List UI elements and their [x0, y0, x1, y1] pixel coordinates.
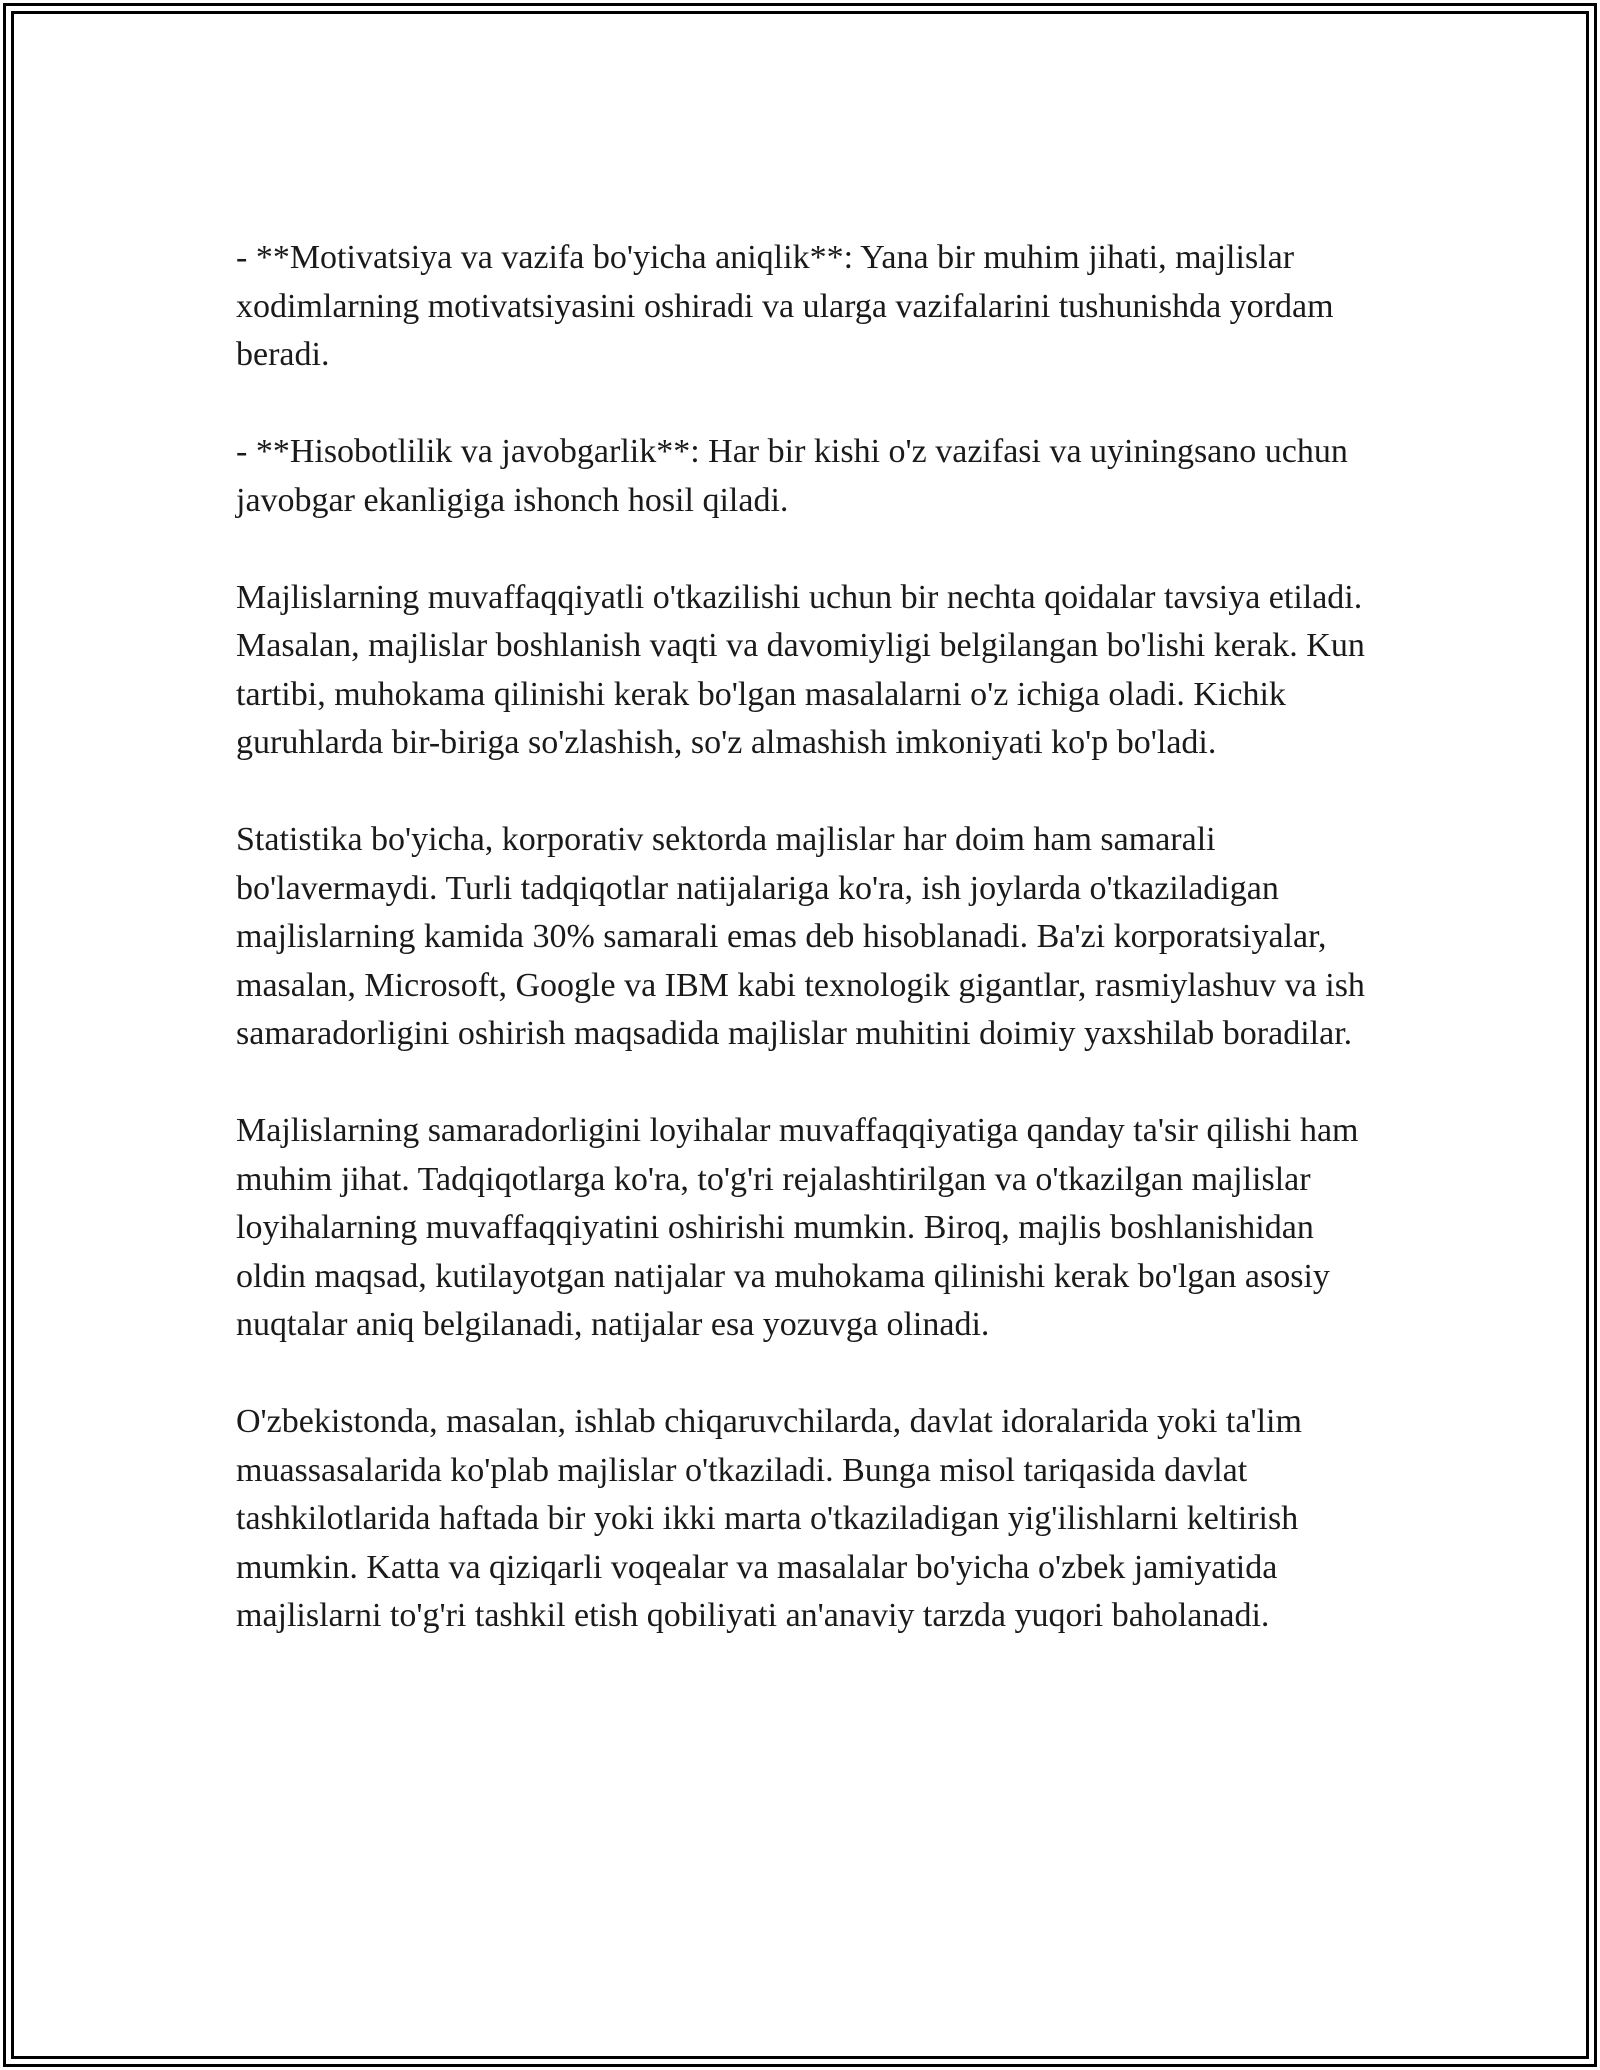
paragraph-accountability: - **Hisobotlilik va javobgarlik**: Har bir kishi o'z vazifasi va uyiningsano uchun javobgar ekanligiga ishonch hosil qiladi.: [236, 433, 1348, 519]
paragraph-uzbekistan: O'zbekistonda, masalan, ishlab chiqaruvchilarda, davlat idoralarida yoki ta'lim muassasalarida ko'plab majlislar o'tkaziladi. Bunga misol tariqasida davlat tashkilotlarida haftada bir yoki ikki marta o'tkaziladigan yig'ilishlarni keltirish mumkin. Katta va qiziqarli voqealar va masalalar bo'yicha o'zbek jamiyatida majlislarni to'g'ri tashkil etish qobiliyati an'anaviy tarzda yuqori baholanadi.: [236, 1403, 1302, 1634]
paragraph-project-success: Majlislarning samaradorligini loyihalar muvaffaqqiyatiga qanday ta'sir qilishi ham muhim jihat. Tadqiqotlarga ko'ra, to'g'ri rejalashtirilgan va o'tkazilgan majlislar loyihalarning muvaffaqqiyatini oshirishi mumkin. Biroq, majlis boshlanishidan oldin maqsad, kutilayotgan natijalar va muhokama qilinishi kerak bo'lgan asosiy nuqtalar aniq belgilanadi, natijalar esa yozuvga olinadi.: [236, 1112, 1359, 1343]
paragraph-statistics: Statistika bo'yicha, korporativ sektorda majlislar har doim ham samarali bo'lavermaydi. Turli tadqiqotlar natijalariga ko'ra, ish joylarda o'tkaziladigan majlislarning kamida 30% samarali emas deb hisoblanadi. Ba'zi korporatsiyalar, masalan, Microsoft, Google va IBM kabi texnologik gigantlar, rasmiylashuv va ish samaradorligini oshirish maqsadida majlislar muhitini doimiy yaxshilab boradilar.: [236, 821, 1365, 1052]
paragraph-motivation: - **Motivatsiya va vazifa bo'yicha aniqlik**: Yana bir muhim jihati, majlislar xodimlarning motivatsiyasini oshiradi va ularga vazifalarini tushunishda yordam beradi.: [236, 239, 1334, 373]
document-body: [236, 234, 1366, 1689]
paragraph-meeting-rules: Majlislarning muvaffaqqiyatli o'tkazilishi uchun bir nechta qoidalar tavsiya etiladi. Masalan, majlislar boshlanish vaqti va davomiyligi belgilangan bo'lishi kerak. Kun tartibi, muhokama qilinishi kerak bo'lgan masalalarni o'z ichiga oladi. Kichik guruhlarda bir-biriga so'zlashish, so'z almashish imkoniyati ko'p bo'ladi.: [236, 578, 1365, 761]
